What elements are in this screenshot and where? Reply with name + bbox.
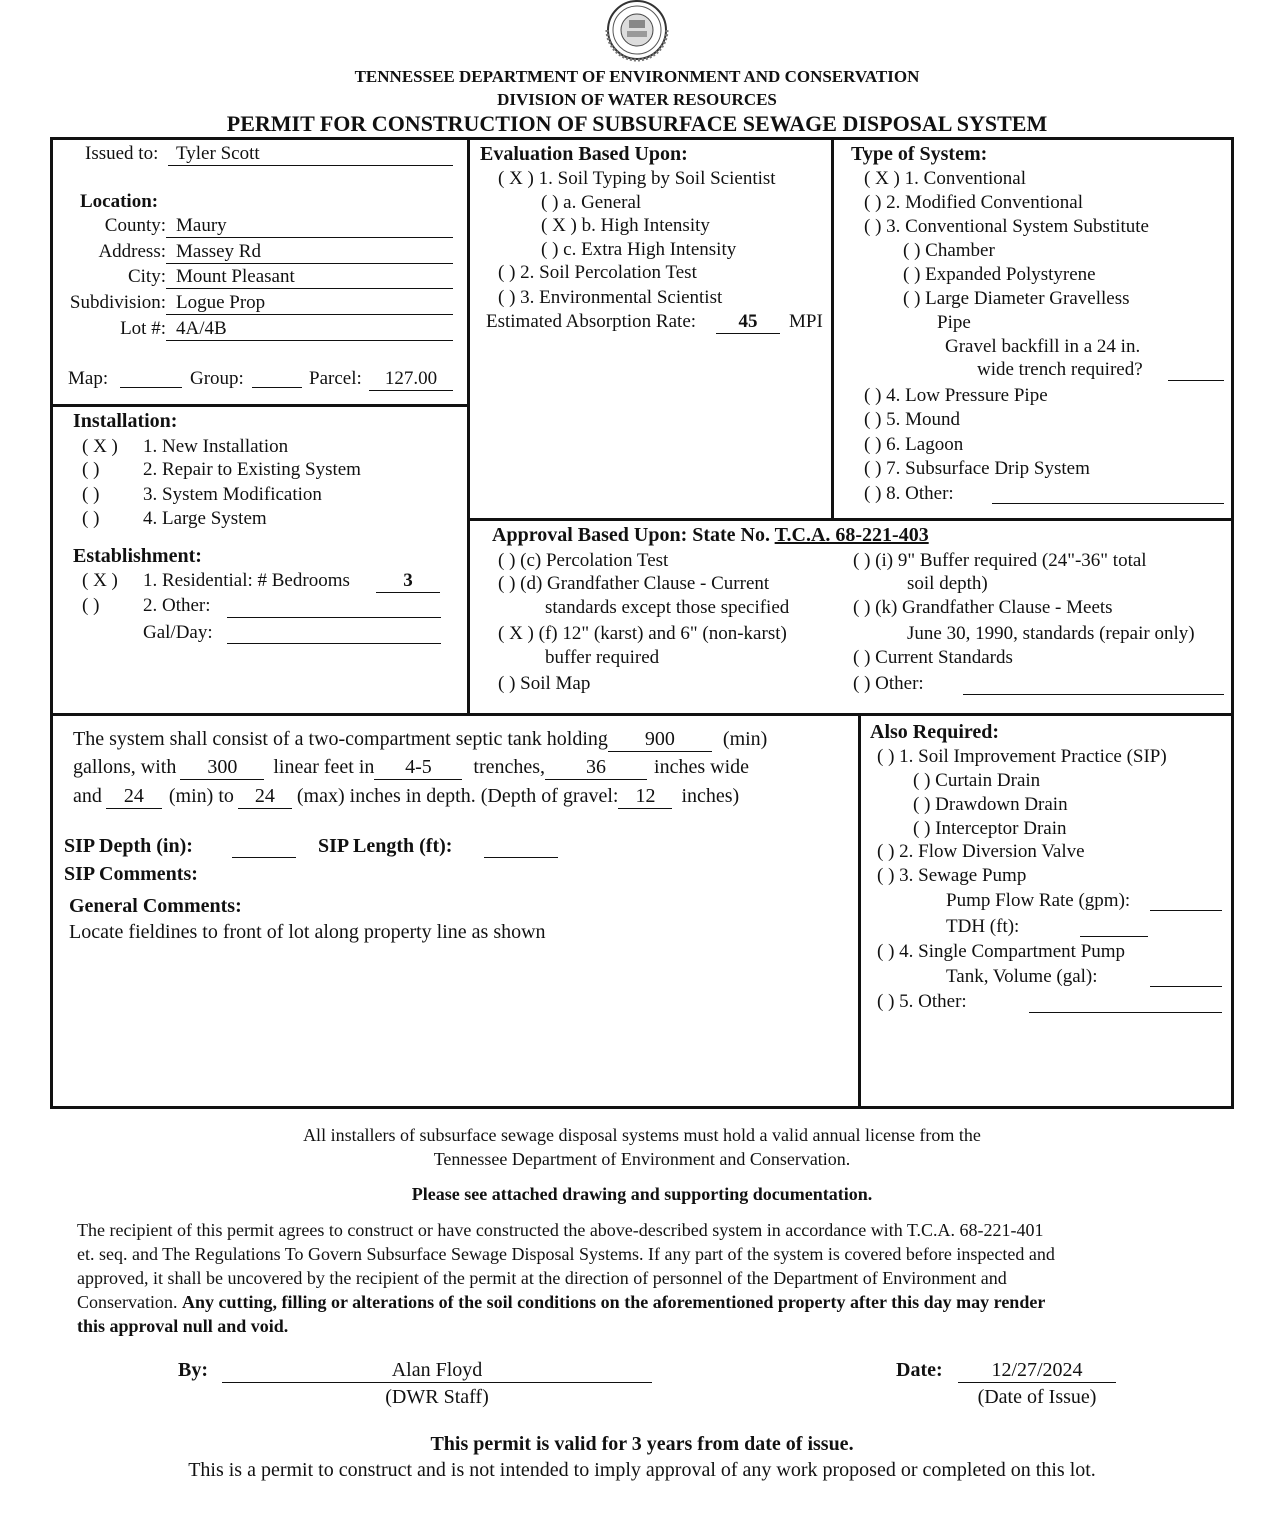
also-required-item [877,991,967,1013]
terms-line: et. seq. and The Regulations To Govern Subsurface Sewage Disposal Systems. If any part of the system is covered before inspected and [77,1244,1055,1264]
eval-mark: ( X ) [541,215,577,236]
county-field [166,215,453,238]
installation-label: 2. Repair to Existing System [143,459,361,480]
depth-max: 24 [238,785,292,809]
issue-date-caption: (Date of Issue) [977,1386,1097,1408]
also-required-mark: ( ) [913,818,931,839]
terms-line: this approval null and void. [77,1316,289,1336]
divider-col1 [467,137,470,715]
absorption-rate-value: 45 [716,311,780,334]
eval-label: c. Extra High Intensity [563,239,737,260]
installation-mark: ( X ) [82,436,118,457]
terms-text: Conservation. [77,1292,178,1312]
approval-mark: ( ) [498,673,516,694]
system-type-label: 3. Conventional System Substitute [886,216,1149,237]
approval-item [853,597,1113,619]
also-required-mark: ( ) [913,770,931,791]
system-type-mark: ( ) [864,216,882,237]
installation-mark: ( ) [82,459,100,480]
eval-label: a. General [563,192,642,213]
approval-item [853,673,924,695]
approval-item [498,573,769,595]
system-type-label: 2. Modified Conventional [886,192,1083,213]
also-required-label: Curtain Drain [935,770,1041,791]
system-type-item [864,168,1026,190]
permit-notice: This is a permit to construct and is not intended to imply approval of any work proposed or completed on this lot. [188,1459,1096,1481]
system-type-mark: ( ) [903,288,921,309]
system-type-mark: ( X ) [864,168,900,189]
approval-mark: ( ) [853,647,871,668]
system-type-mark: ( ) [864,192,882,213]
approval-item: standards except those specified [545,597,790,618]
divider-col2 [831,137,834,520]
system-type-label: 4. Low Pressure Pipe [886,385,1048,406]
subdivision-field [166,292,453,315]
approval-item: June 30, 1990, standards (repair only) [907,623,1195,644]
also-required-mark: ( ) [877,841,895,862]
galday-label: Gal/Day: [143,622,213,643]
eval-mark: ( ) [498,262,516,283]
system-text: inches wide [654,756,750,778]
eval-label: b. High Intensity [581,215,710,236]
approval-mark: ( X ) [498,623,534,644]
map-label: Map: [68,368,109,389]
system-line-2 [73,756,749,780]
general-comments-label: General Comments: [69,895,242,917]
general-comments-text: Locate fieldines to front of lot along property line as shown [69,921,546,943]
installation-heading: Installation: [73,410,178,432]
eval-mark: ( ) [541,192,559,213]
eval-mark: ( ) [498,287,516,308]
system-type-label: Chamber [925,240,995,261]
system-type-label: 6. Lagoon [886,434,964,455]
system-type-item [903,264,1096,286]
lot-label: Lot #: [120,318,166,339]
evaluation-heading: Evaluation Based Upon: [480,143,688,165]
system-type-item: Gravel backfill in a 24 in. [945,336,1141,357]
system-type-label: 5. Mound [886,409,961,430]
eval-item [498,287,722,309]
terms-line: approved, it shall be uncovered by the recipient of the permit at the direction of personnel of the Department of Environment and [77,1268,1007,1288]
divider-approval-top [467,518,1234,521]
approval-item [853,550,1147,572]
approval-mark: ( ) [498,573,516,594]
issued-to-label: Issued to: [85,143,159,164]
system-type-item [864,434,963,456]
system-text: gallons, with [73,756,177,778]
system-type-item [864,409,960,431]
address-field [166,241,453,264]
system-type-mark: ( ) [903,264,921,285]
eval-item [498,168,776,190]
system-type-item [864,192,1083,214]
system-line-3 [73,785,739,809]
also-required-item [913,794,1068,816]
system-type-mark: ( ) [864,458,882,479]
installation-label: 1. New Installation [143,436,289,457]
parcel-label: Parcel: [309,368,362,389]
system-type-item [903,288,1130,310]
approval-label: (f) 12" (karst) and 6" (non-karst) [538,623,787,644]
state-seal-image [601,0,673,64]
eval-mark: ( ) [541,239,559,260]
also-required-item [877,865,1026,887]
pump-flow-field [1150,910,1222,911]
also-required-mark: ( ) [877,865,895,886]
address-value: Massey Rd [176,241,261,262]
system-type-mark: ( ) [864,483,882,504]
residential-mark: ( X ) [82,570,118,591]
system-type-item: Pipe [937,312,971,333]
date-label: Date: [896,1359,943,1381]
approval-item [498,673,590,695]
by-label: By: [178,1359,208,1381]
lot-value: 4A/4B [176,318,227,339]
approval-label: Current Standards [875,647,1013,668]
system-type-item [864,483,954,505]
also-required-label: 1. Soil Improvement Practice (SIP) [899,746,1167,767]
system-type-item [864,216,1149,238]
installation-label: 4. Large System [143,508,267,529]
approval-heading-text: Approval Based Upon: State No. [492,524,770,546]
system-type-label: 1. Conventional [904,168,1027,189]
issue-date: 12/27/2024 [958,1359,1116,1383]
terms-line [77,1292,1045,1313]
approval-item [853,647,1013,669]
department-name: TENNESSEE DEPARTMENT OF ENVIRONMENT AND CONSERVATION [354,67,920,86]
signer-caption: (DWR Staff) [385,1386,489,1408]
galday-field [227,643,441,644]
divider-middle [50,713,1234,716]
gravel-backfill-field [1168,380,1224,381]
approval-mark: ( ) [853,597,871,618]
sip-comments-label: SIP Comments: [64,863,198,885]
system-type-item: wide trench required? [977,359,1143,380]
system-type-label: Expanded Polystyrene [925,264,1096,285]
system-type-mark: ( ) [903,240,921,261]
depth-min: 24 [106,785,162,809]
installation-label: 3. System Modification [143,484,322,505]
system-text: trenches, [473,756,546,778]
county-value: Maury [176,215,227,236]
also-required-mark: ( ) [877,941,895,962]
county-label: County: [104,215,166,236]
eval-label: 2. Soil Percolation Test [520,262,697,283]
establishment-heading: Establishment: [73,545,202,567]
issued-to-value [168,143,453,166]
validity-notice: This permit is valid for 3 years from date of issue. [430,1433,854,1455]
form-border-bottom [50,1106,1234,1109]
system-type-item [903,240,995,262]
absorption-rate-unit: MPI [789,311,823,332]
system-type-heading: Type of System: [851,143,988,165]
approval-label: Other: [875,673,924,694]
permit-title: PERMIT FOR CONSTRUCTION OF SUBSURFACE SEWAGE DISPOSAL SYSTEM [226,111,1048,136]
also-required-label: 5. Other: [899,991,967,1012]
map-field [120,387,182,388]
sip-depth-label: SIP Depth (in): [64,835,193,857]
also-required-label: 2. Flow Diversion Valve [899,841,1085,862]
terms-bold-text: Any cutting, filling or alterations of the soil conditions on the aforementioned property after this day may render [182,1292,1046,1312]
location-heading: Location: [80,191,159,212]
group-field [252,387,302,388]
approval-mark: ( ) [498,550,516,571]
other-mark: ( ) [82,595,100,616]
parcel-value: 127.00 [369,368,453,391]
eval-item [498,262,697,284]
system-text: and [73,785,102,807]
system-type-item [864,458,1090,480]
other-system-field [992,503,1224,504]
installation-mark: ( ) [82,508,100,529]
system-text: linear feet in [273,756,375,778]
also-required-mark: ( ) [913,794,931,815]
installation-mark: ( ) [82,484,100,505]
approval-label: (d) Grandfather Clause - Current [520,573,770,594]
also-required-heading: Also Required: [870,721,1000,743]
system-text: The system shall consist of a two-compartment septic tank holding [73,728,608,750]
system-text: (min) to [168,785,234,807]
approval-mark: ( ) [853,673,871,694]
approval-label: (c) Percolation Test [520,550,669,571]
also-required-item [877,746,1167,768]
system-type-label: 7. Subsurface Drip System [886,458,1090,479]
tdh-label: TDH (ft): [946,916,1020,937]
system-text: (min) [722,728,768,750]
divider-also-required [858,713,861,1109]
also-required-mark: ( ) [877,991,895,1012]
city-label: City: [127,266,166,287]
form-border-right [1231,137,1234,1109]
pump-flow-label: Pump Flow Rate (gpm): [946,890,1131,911]
tank-volume-label: Tank, Volume (gal): [946,966,1098,987]
signer-name: Alan Floyd [222,1359,652,1383]
also-required-item [877,941,1125,963]
approval-item: buffer required [545,647,660,668]
form-border-top [50,137,1234,140]
subdivision-label: Subdivision: [69,292,166,313]
license-notice-2: Tennessee Department of Environment and Conservation. [433,1149,851,1169]
city-value: Mount Pleasant [176,266,295,287]
system-type-mark: ( ) [864,434,882,455]
gravel-depth: 12 [618,785,672,809]
terms-line: The recipient of this permit agrees to construct or have constructed the above-described system in accordance with T.C.A. 68-221-401 [77,1220,1044,1240]
attached-notice: Please see attached drawing and supporting documentation. [411,1184,873,1204]
also-other-field [1029,1012,1222,1013]
also-required-item [913,818,1067,840]
approval-item [498,623,787,645]
also-required-item [913,770,1040,792]
tdh-field [1080,936,1148,937]
sip-length-field [484,857,558,858]
also-required-label: 3. Sewage Pump [899,865,1027,886]
lot-field [166,318,453,341]
also-required-label: Interceptor Drain [935,818,1067,839]
eval-mark: ( X ) [498,168,534,189]
tank-gallons: 900 [608,728,712,752]
approval-label: Soil Map [520,673,591,694]
system-type-mark: ( ) [864,409,882,430]
linear-feet: 300 [180,756,264,780]
approval-mark: ( ) [853,550,871,571]
eval-label: 3. Environmental Scientist [520,287,723,308]
eval-item [541,192,641,214]
system-type-item [864,385,1048,407]
approval-label: (k) Grandfather Clause - Meets [875,597,1113,618]
absorption-rate-label: Estimated Absorption Rate: [486,311,697,332]
approval-other-field [963,694,1224,695]
city-field [166,266,453,289]
group-label: Group: [190,368,244,389]
also-required-label: Drawdown Drain [935,794,1068,815]
address-label: Address: [98,241,166,262]
license-notice-1: All installers of subsurface sewage disposal systems must hold a valid annual license from the [303,1125,981,1145]
approval-item [498,550,668,572]
system-text: inches) [681,785,740,807]
system-line-1 [73,728,767,752]
other-label: 2. Other: [143,595,211,616]
issued-to-text: Tyler Scott [176,143,260,164]
trench-count: 4-5 [374,756,462,780]
eval-item [541,215,710,237]
approval-statute: T.C.A. 68-221-403 [774,524,929,546]
system-text: (max) inches in depth. (Depth of gravel: [296,785,619,807]
system-type-label: Large Diameter Gravelless [925,288,1130,309]
sip-length-label: SIP Length (ft): [318,835,453,857]
eval-label: 1. Soil Typing by Soil Scientist [538,168,776,189]
eval-item [541,239,736,261]
trench-width: 36 [545,756,647,780]
divider-issued-installation [50,404,469,407]
system-type-mark: ( ) [864,385,882,406]
approval-item: soil depth) [907,573,988,594]
approval-label: (i) 9" Buffer required (24"-36" total [875,550,1147,571]
also-required-mark: ( ) [877,746,895,767]
tank-volume-field [1150,986,1222,987]
approval-heading [492,524,929,547]
other-field [227,617,441,618]
system-type-label: 8. Other: [886,483,954,504]
bedrooms-value: 3 [376,570,440,593]
also-required-item [877,841,1085,863]
sip-depth-field [232,857,296,858]
residential-label: 1. Residential: # Bedrooms [143,570,350,591]
also-required-label: 4. Single Compartment Pump [899,941,1126,962]
division-name: DIVISION OF WATER RESOURCES [497,90,777,109]
subdivision-value: Logue Prop [176,292,266,313]
